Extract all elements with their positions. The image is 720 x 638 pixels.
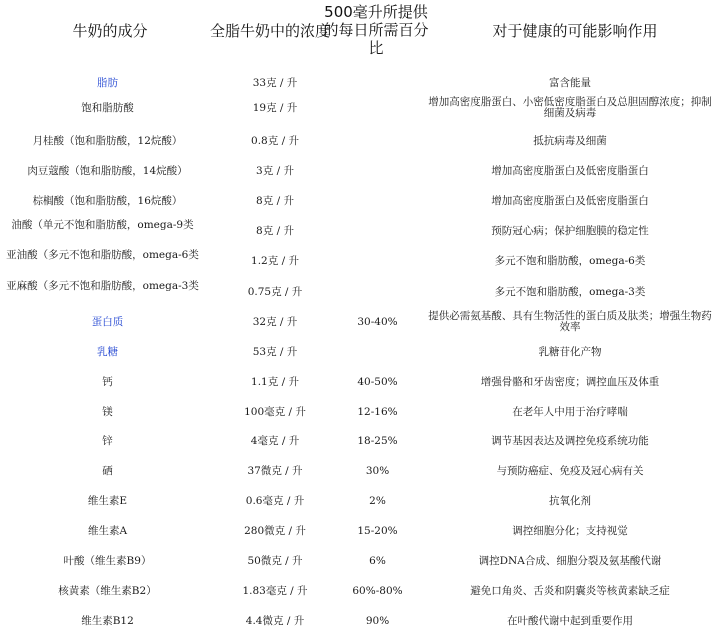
concentration-cell: 19克 / 升 bbox=[252, 102, 298, 114]
health-effect-cell: 多元不饱和脂肪酸，omega-6类 bbox=[494, 255, 646, 267]
component-cell: 钙 bbox=[102, 376, 113, 388]
health-effect-cell: 预防冠心病；保护细胞膜的稳定性 bbox=[491, 225, 649, 237]
table-row bbox=[0, 407, 720, 429]
table-row bbox=[0, 347, 720, 369]
table-row bbox=[0, 249, 720, 278]
concentration-cell: 100毫克 / 升 bbox=[244, 406, 306, 418]
table-row bbox=[0, 166, 720, 188]
concentration-cell: 1.1克 / 升 bbox=[251, 376, 299, 388]
table-row bbox=[0, 377, 720, 399]
health-effect-cell: 乳糖苷化产物 bbox=[538, 346, 602, 358]
health-effect-cell: 多元不饱和脂肪酸，omega-3类 bbox=[494, 286, 646, 298]
concentration-cell: 1.83毫克 / 升 bbox=[242, 585, 308, 597]
component-cell: 叶酸（维生素B9） bbox=[63, 555, 152, 567]
component-cell: 月桂酸（饱和脂肪酸，12烷酸） bbox=[32, 135, 183, 147]
component-cell: 硒 bbox=[102, 465, 113, 477]
health-effect-cell: 增强骨骼和牙齿密度；调控血压及体重 bbox=[480, 376, 660, 388]
table-row bbox=[0, 310, 720, 339]
concentration-cell: 8克 / 升 bbox=[256, 195, 294, 207]
health-effect-cell: 增加高密度脂蛋白及低密度脂蛋白 bbox=[491, 165, 649, 177]
health-effect-cell: 在叶酸代谢中起到重要作用 bbox=[507, 615, 633, 627]
concentration-cell: 0.75克 / 升 bbox=[247, 286, 303, 298]
component-cell: 核黄素（维生素B2） bbox=[58, 585, 157, 597]
health-effect-cell: 调控细胞分化；支持视觉 bbox=[512, 525, 628, 537]
health-effect-cell: 与预防癌症、免疫及冠心病有关 bbox=[496, 465, 644, 477]
health-effect-cell: 提供必需氨基酸、具有生物活性的蛋白质及肽类；增强生物药效率 bbox=[428, 310, 712, 333]
table-row bbox=[0, 436, 720, 458]
header-health-effect: 对于健康的可能影响作用 bbox=[492, 22, 658, 40]
component-cell: 维生素B12 bbox=[81, 615, 134, 627]
component-cell: 镁 bbox=[102, 406, 113, 418]
daily-percent-cell: 2% bbox=[369, 495, 386, 507]
concentration-cell: 32克 / 升 bbox=[252, 316, 298, 328]
concentration-cell: 0.8克 / 升 bbox=[251, 135, 299, 147]
daily-percent-cell: 60%-80% bbox=[352, 585, 403, 597]
concentration-cell: 33克 / 升 bbox=[252, 77, 298, 89]
table-row bbox=[0, 586, 720, 608]
component-cell: 棕榈酸（饱和脂肪酸，16烷酸） bbox=[32, 195, 183, 207]
daily-percent-cell: 15-20% bbox=[357, 525, 398, 537]
concentration-cell: 280微克 / 升 bbox=[244, 525, 306, 537]
concentration-cell: 4毫克 / 升 bbox=[250, 435, 300, 447]
concentration-cell: 8克 / 升 bbox=[256, 225, 294, 237]
concentration-cell: 37微克 / 升 bbox=[247, 465, 303, 477]
health-effect-cell: 避免口角炎、舌炎和阴囊炎等核黄素缺乏症 bbox=[470, 585, 670, 597]
concentration-cell: 0.6毫克 / 升 bbox=[245, 495, 305, 507]
component-cell: 脂肪 bbox=[97, 77, 118, 89]
table-row bbox=[0, 496, 720, 518]
health-effect-cell: 增加高密度脂蛋白及低密度脂蛋白 bbox=[491, 195, 649, 207]
daily-percent-cell: 90% bbox=[365, 615, 390, 627]
health-effect-cell: 富含能量 bbox=[549, 77, 591, 89]
table-row bbox=[0, 280, 720, 309]
health-effect-cell: 在老年人中用于治疗哮喘 bbox=[512, 406, 628, 418]
component-cell: 亚麻酸（多元不饱和脂肪酸，omega-3类 bbox=[6, 280, 199, 292]
health-effect-cell: 抗氧化剂 bbox=[549, 495, 591, 507]
health-effect-cell: 调节基因表达及调控免疫系统功能 bbox=[491, 435, 649, 447]
daily-percent-cell: 6% bbox=[369, 555, 386, 567]
concentration-cell: 53克 / 升 bbox=[252, 346, 298, 358]
header-concentration: 全脂牛奶中的浓度 bbox=[209, 22, 330, 40]
health-effect-cell: 增加高密度脂蛋白、小密低密度脂蛋白及总胆固醇浓度；抑制细菌及病毒 bbox=[428, 96, 712, 119]
daily-percent-cell: 30-40% bbox=[357, 316, 398, 328]
health-effect-cell: 调控DNA合成、细胞分裂及氨基酸代谢 bbox=[478, 555, 662, 567]
table-row bbox=[0, 136, 720, 158]
component-cell: 油酸（单元不饱和脂肪酸，omega-9类 bbox=[11, 219, 194, 231]
table-row bbox=[0, 219, 720, 248]
table-row bbox=[0, 96, 720, 125]
component-cell: 肉豆蔻酸（饱和脂肪酸，14烷酸） bbox=[27, 165, 188, 177]
daily-percent-cell: 40-50% bbox=[357, 376, 398, 388]
component-cell: 亚油酸（多元不饱和脂肪酸，omega-6类 bbox=[6, 249, 199, 261]
component-cell: 维生素A bbox=[87, 525, 128, 537]
component-cell: 维生素E bbox=[87, 495, 128, 507]
component-cell: 饱和脂肪酸 bbox=[81, 102, 134, 114]
daily-percent-cell: 18-25% bbox=[357, 435, 398, 447]
health-effect-cell: 抵抗病毒及细菌 bbox=[533, 135, 607, 147]
concentration-cell: 1.2克 / 升 bbox=[251, 255, 299, 267]
table-row bbox=[0, 466, 720, 488]
concentration-cell: 50微克 / 升 bbox=[247, 555, 303, 567]
table-row bbox=[0, 196, 720, 218]
header-daily-percent: 500毫升所提供的每日所需百分比 bbox=[323, 3, 429, 57]
header-component: 牛奶的成分 bbox=[72, 22, 148, 40]
daily-percent-cell: 30% bbox=[365, 465, 390, 477]
component-cell: 蛋白质 bbox=[91, 316, 124, 328]
table-row bbox=[0, 526, 720, 548]
table-row bbox=[0, 556, 720, 578]
component-cell: 乳糖 bbox=[97, 346, 118, 358]
concentration-cell: 4.4微克 / 升 bbox=[245, 615, 305, 627]
component-cell: 锌 bbox=[102, 435, 113, 447]
daily-percent-cell: 12-16% bbox=[357, 406, 398, 418]
concentration-cell: 3克 / 升 bbox=[256, 165, 294, 177]
